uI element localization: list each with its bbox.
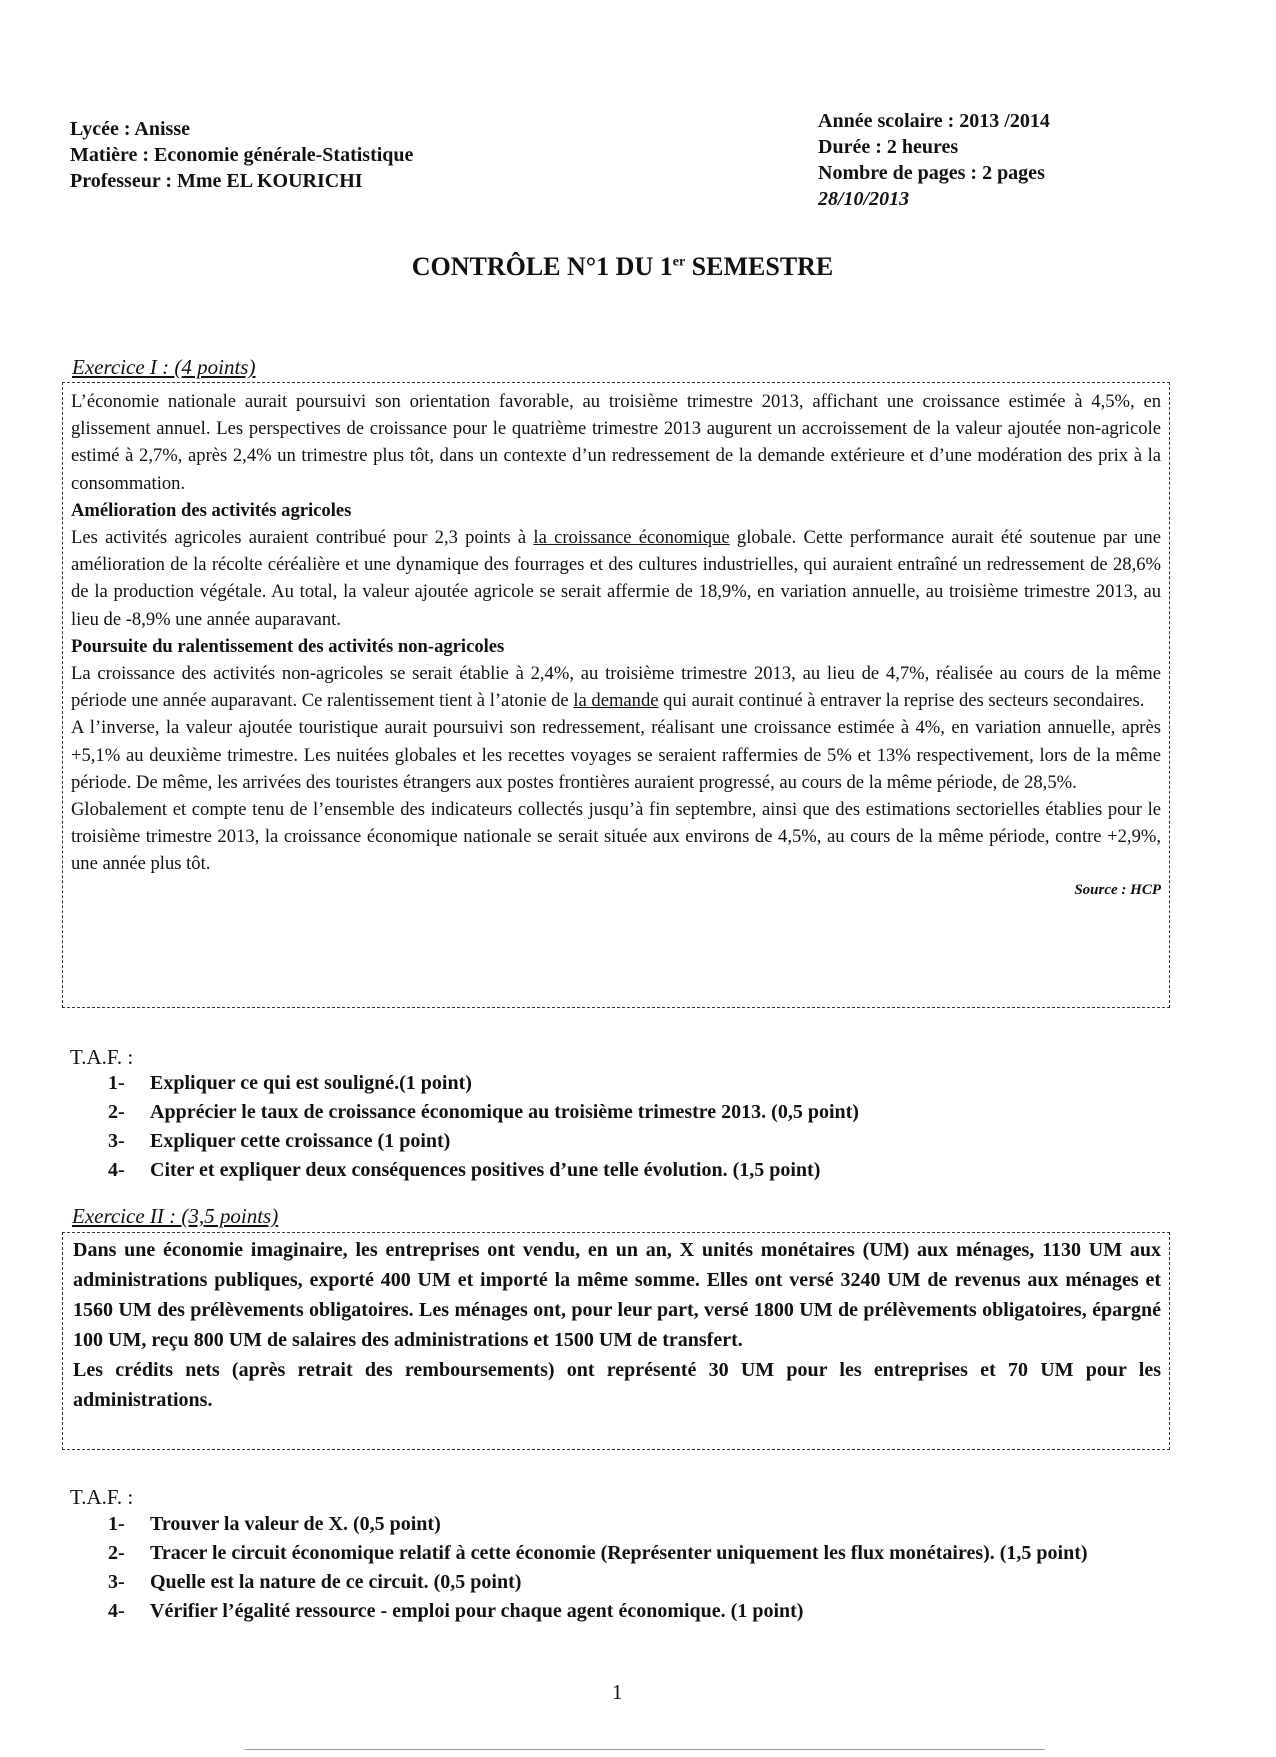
list-item — [108, 1098, 859, 1127]
list-item — [108, 1597, 1178, 1626]
underlined-demande: la demande — [573, 690, 659, 712]
p2-start: Les activités agricoles auraient contribué pour 2,3 points à — [71, 527, 534, 549]
question-text: Apprécier le taux de croissance économique au troisième trimestre 2013. (0,5 point) — [150, 1101, 859, 1123]
question-number: 2- — [108, 1542, 125, 1564]
source-label: Source : HCP — [1074, 881, 1161, 898]
page-count: Nombre de pages : 2 pages — [818, 162, 1045, 184]
exam-date: 28/10/2013 — [818, 188, 910, 210]
exercise1-title: Exercice I : (4 points) — [72, 355, 256, 379]
question-number: 2- — [108, 1101, 125, 1123]
exercise1-questions — [108, 1069, 859, 1185]
question-number: 3- — [108, 1571, 125, 1593]
exercise1-paragraph-5: Globalement et compte tenu de l’ensemble des indicateurs collectés jusqu’à fin septembre, ainsi que des estimations sectorielles établies pour le troisième trimestre 2013, la croissance économique nationale se serait située aux environs de 4,5%, au cours de la même période, contre +2,9%, une année plus tôt. — [71, 799, 1161, 875]
question-number: 4- — [108, 1159, 125, 1181]
list-item — [108, 1568, 1178, 1597]
list-item — [108, 1156, 859, 1185]
exercise1-taf: T.A.F. : — [70, 1045, 134, 1069]
p3-start: La croissance des activités non-agricoles se serait établie à 2,4%, au troisième trimestre 2013, au lieu de 4,7%, réalisée au cours de la même période une année auparavant. Ce ralentissement tient à l’atonie de — [71, 663, 1161, 712]
title-sup: er — [672, 254, 686, 270]
exercise1-heading-agri: Amélioration des activités agricoles — [71, 499, 352, 521]
exercise2-paragraph-1: Dans une économie imaginaire, les entreprises ont vendu, en un an, X unités monétaires (UM) aux ménages, 1130 UM aux administrations publiques, exporté 400 UM et importé la même somme. Elles ont versé 3240 UM de revenus aux ménages et 1560 UM des prélèvements obligatoires. Les ménages ont, pour leur part, versé 1800 UM de prélèvements obligatoires, épargné 100 UM, reçu 800 UM de salaires des administrations et 1500 UM de transfert. — [73, 1239, 1161, 1351]
p2-end: globale. Cette performance aurait été soutenue par une amélioration de la récolte céréalière et une dynamique des fourrages et des cultures industrielles, qui auraient entraîné un redressement de 28,6% de la production végétale. Au total, la valeur ajoutée agricole se serait affermie de 18,9%, en variation annuelle, au troisième trimestre 2013, au lieu de -8,9% une année auparavant. — [71, 527, 1161, 630]
page-title — [0, 252, 1245, 282]
page-number: 1 — [612, 1680, 623, 1704]
question-number: 1- — [108, 1513, 125, 1535]
exercise2-paragraph-2: Les crédits nets (après retrait des remboursements) ont représenté 30 UM pour les entreprises et 70 UM pour les administrations. — [73, 1359, 1161, 1411]
exercise1-text-box — [62, 382, 1170, 1008]
question-number: 4- — [108, 1600, 125, 1622]
question-text: Expliquer cette croissance (1 point) — [150, 1130, 451, 1152]
title-suffix: SEMESTRE — [685, 252, 834, 281]
question-text: Trouver la valeur de X. (0,5 point) — [150, 1513, 441, 1535]
list-item — [108, 1510, 1178, 1539]
question-number: 3- — [108, 1130, 125, 1152]
p3-end: qui aurait continué à entraver la reprise des secteurs secondaires. — [658, 690, 1145, 712]
school-year: Année scolaire : 2013 /2014 — [818, 110, 1050, 132]
header-right — [818, 108, 1050, 212]
question-text: Vérifier l’égalité ressource - emploi pour chaque agent économique. (1 point) — [150, 1600, 804, 1622]
duration: Durée : 2 heures — [818, 136, 959, 158]
question-text: Tracer le circuit économique relatif à cette économie (Représenter uniquement les flux monétaires). (1,5 point) — [150, 1542, 1088, 1564]
list-item — [108, 1127, 859, 1156]
list-item — [108, 1539, 1178, 1568]
exercise1-paragraph-4: A l’inverse, la valeur ajoutée touristique aurait poursuivi son redressement, réalisant une croissance estimée à 4%, en variation annuelle, après +5,1% au deuxième trimestre. Les nuitées globales et les recettes voyages se seraient raffermies de 5% et 13% respectivement, lors de la même période. De même, les arrivées des touristes étrangers aux postes frontières auraient progressé, au cours de la même période, de 28,5%. — [71, 717, 1161, 793]
exercise2-text-box — [62, 1232, 1170, 1450]
exercise1-paragraph-1: L’économie nationale aurait poursuivi son orientation favorable, au troisième trimestre 2013, affichant une croissance estimée à 4,5%, en glissement annuel. Les perspectives de croissance pour le quatrième trimestre 2013 augurent un accroissement de la valeur ajoutée non-agricole estimé à 2,7%, après 2,4% un trimestre plus tôt, dans un contexte d’un redressement de la demande extérieure et d’une modération des prix à la consommation. — [71, 391, 1161, 494]
exercise1-heading-nonagri: Poursuite du ralentissement des activités non-agricoles — [71, 635, 505, 657]
question-number: 1- — [108, 1072, 125, 1094]
exercise2-questions — [108, 1510, 1178, 1626]
teacher: Professeur : Mme EL KOURICHI — [70, 170, 363, 192]
underlined-croissance: la croissance économique — [533, 527, 730, 549]
question-text: Quelle est la nature de ce circuit. (0,5 point) — [150, 1571, 522, 1593]
exercise1-paragraph-3 — [71, 660, 1161, 714]
title-prefix: CONTRÔLE N°1 DU 1 — [411, 252, 673, 281]
subject: Matière : Economie générale-Statistique — [70, 144, 414, 166]
exercise1-paragraph-2 — [71, 524, 1161, 633]
footer-divider — [245, 1749, 1045, 1750]
list-item — [108, 1069, 859, 1098]
header-left — [70, 116, 413, 194]
exercise2-title: Exercice II : (3,5 points) — [72, 1204, 279, 1228]
question-text: Expliquer ce qui est souligné.(1 point) — [150, 1072, 472, 1094]
question-text: Citer et expliquer deux conséquences positives d’une telle évolution. (1,5 point) — [150, 1159, 821, 1181]
school-name: Lycée : Anisse — [70, 118, 190, 140]
exercise2-taf: T.A.F. : — [70, 1485, 134, 1509]
